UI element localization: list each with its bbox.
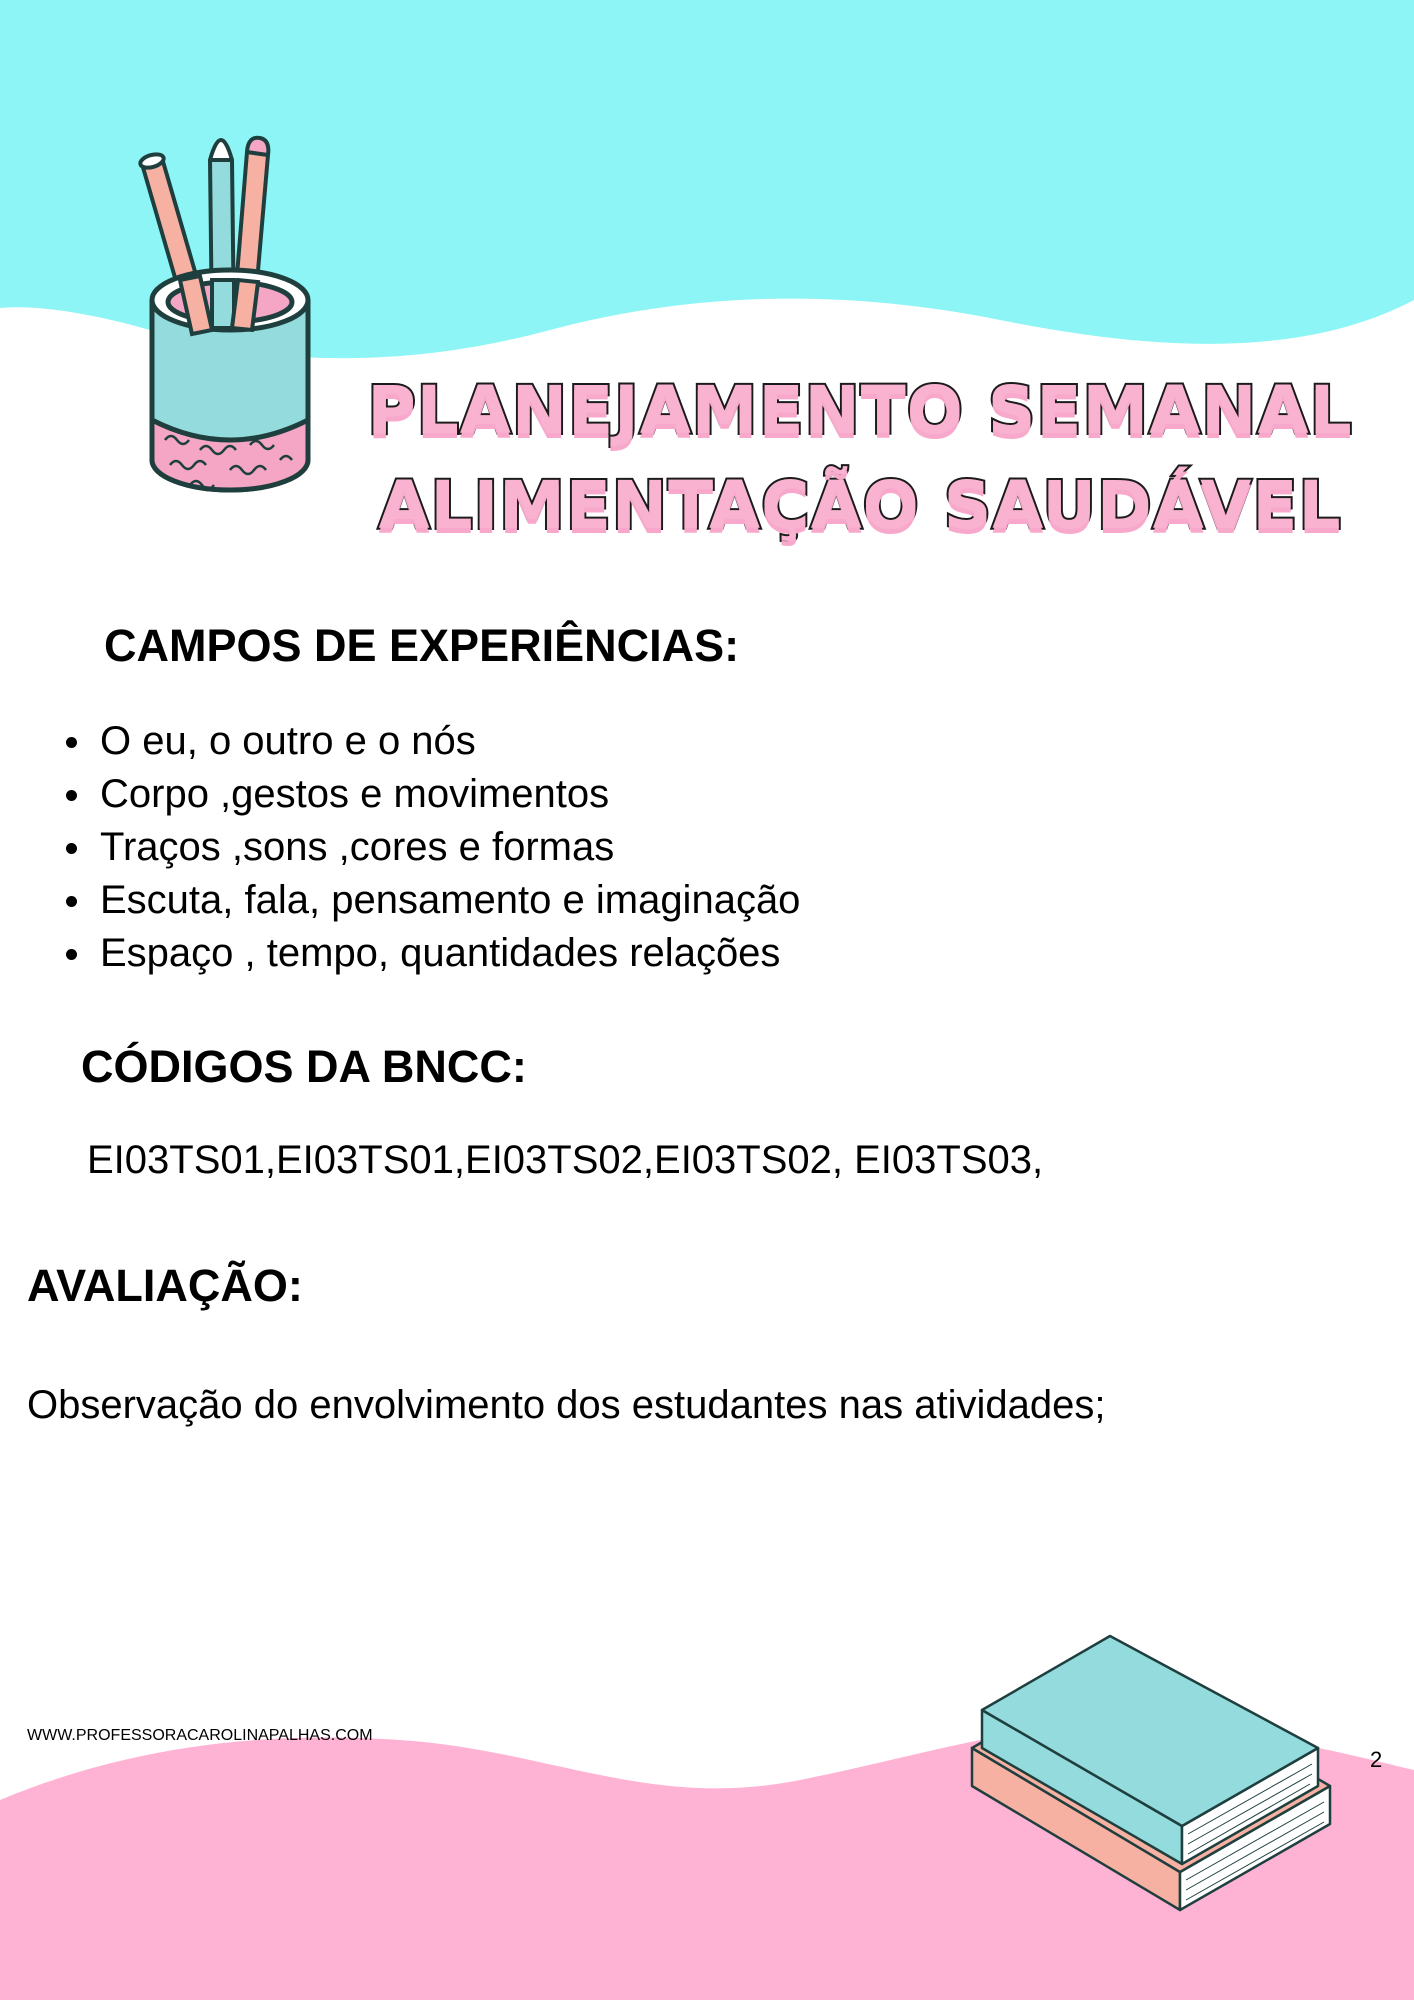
avaliacao-heading: AVALIAÇÃO: [27,1260,303,1311]
website-link[interactable]: WWW.PROFESSORACAROLINAPALHAS.COM [27,1727,373,1744]
page-title-line-1: PLANEJAMENTO SEMANAL [367,372,1353,449]
campos-heading: CAMPOS DE EXPERIÊNCIAS: [104,620,740,671]
list-item: Escuta, fala, pensamento e imaginação [60,874,800,927]
avaliacao-text: Observação do envolvimento dos estudantes nas atividades; [27,1383,1106,1427]
bncc-codes: EI03TS01,EI03TS01,EI03TS02,EI03TS02, EI03TS03, [87,1138,1044,1182]
list-item: Corpo ,gestos e movimentos [60,768,800,821]
page-title-line-2: ALIMENTAÇÃO SAUDÁVEL [378,467,1342,544]
list-item: Espaço , tempo, quantidades relações [60,927,800,980]
campos-list [60,715,800,980]
list-item: Traços ,sons ,cores e formas [60,821,800,874]
bncc-heading: CÓDIGOS DA BNCC: [81,1041,527,1092]
page-number: 2 [1370,1747,1383,1772]
list-item: O eu, o outro e o nós [60,715,800,768]
book-stack-icon [960,1628,1340,1928]
pencil-cup-icon [130,130,330,530]
